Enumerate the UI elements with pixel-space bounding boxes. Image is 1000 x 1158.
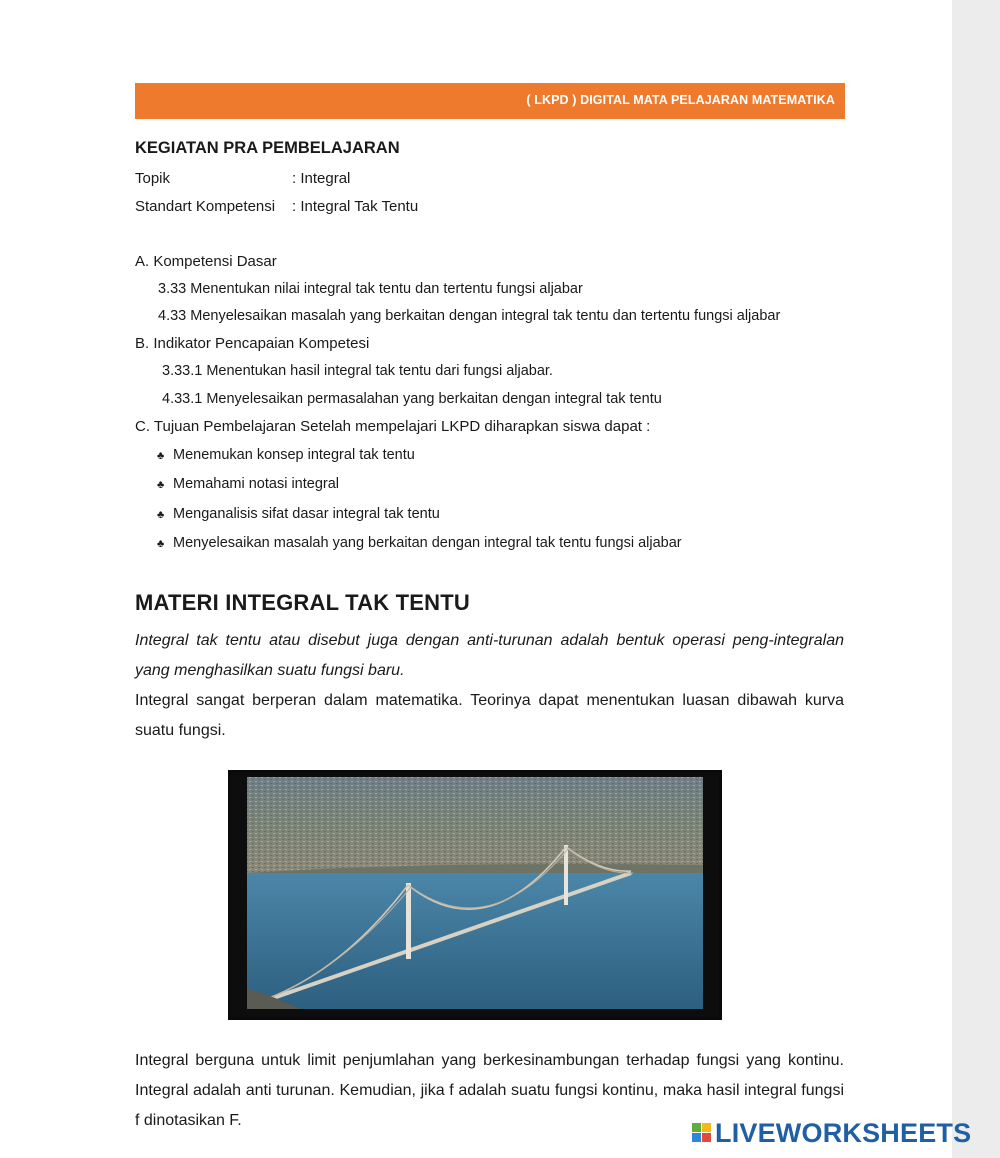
header-bar [135, 83, 845, 119]
side-margin [952, 0, 1000, 1158]
logo-text: LIVEWORKSHEETS [715, 1117, 972, 1148]
materi-intro-italic: Integral tak tentu atau disebut juga dengan anti-turunan adalah bentuk operasi peng-integralan yang menghasilkan suatu fungsi baru. [135, 632, 844, 679]
kd-item: 4.33 Menyelesaikan masalah yang berkaitan dengan integral tak tentu dan tertentu fungsi aljabar [158, 308, 781, 324]
pra-title: KEGIATAN PRA PEMBELAJARAN [135, 139, 400, 157]
ipk-heading: B. Indikator Pencapaian Kompetesi [135, 335, 370, 352]
tujuan-heading: C. Tujuan Pembelajaran Setelah mempelajari LKPD diharapkan siswa dapat : [135, 418, 651, 435]
tujuan-item [157, 447, 415, 463]
ipk-item: 3.33.1 Menentukan hasil integral tak tentu dari fungsi aljabar. [162, 363, 553, 379]
kd-item: 3.33 Menentukan nilai integral tak tentu dan tertentu fungsi aljabar [158, 281, 583, 297]
tujuan-item-text: Memahami notasi integral [173, 476, 340, 492]
materi-body: Integral berguna untuk limit penjumlahan yang berkesinambungan terhadap fungsi yang kontinu. Integral adalah anti turunan. Kemudian, jika f adalah suatu fungsi kontinu, maka hasil integral fungsi f dinotasikan F. [135, 1052, 844, 1129]
tujuan-item-text: Menemukan konsep integral tak tentu [173, 447, 415, 463]
tujuan-item-text: Menganalisis sifat dasar integral tak tentu [173, 506, 440, 522]
kd-heading: A. Kompetensi Dasar [135, 253, 277, 270]
topik-value: : Integral [292, 170, 351, 187]
club-bullet-icon: ♣ [157, 538, 165, 550]
bridge-photo-image [231, 773, 719, 1017]
liveworksheets-logo[interactable] [692, 1118, 971, 1148]
tujuan-item-text: Menyelesaikan masalah yang berkaitan dengan integral tak tentu fungsi aljabar [173, 535, 682, 551]
tujuan-item [157, 535, 682, 551]
bridge-photo [228, 770, 722, 1020]
club-bullet-icon: ♣ [157, 509, 165, 521]
materi-intro: Integral sangat berperan dalam matematika. Teorinya dapat menentukan luasan dibawah kurva suatu fungsi. [135, 692, 844, 739]
sk-label: Standart Kompetensi [135, 198, 276, 215]
liveworksheets-logo-icon [692, 1122, 712, 1144]
sk-value: : Integral Tak Tentu [292, 198, 419, 215]
materi-title: MATERI INTEGRAL TAK TENTU [135, 590, 470, 615]
ipk-item: 4.33.1 Menyelesaikan permasalahan yang berkaitan dengan integral tak tentu [162, 391, 662, 407]
header-title: ( LKPD ) DIGITAL MATA PELAJARAN MATEMATIKA [526, 93, 835, 107]
topik-label: Topik [135, 170, 171, 187]
club-bullet-icon: ♣ [157, 450, 165, 462]
tujuan-item [157, 476, 339, 492]
club-bullet-icon: ♣ [157, 479, 165, 491]
tujuan-item [157, 506, 440, 522]
